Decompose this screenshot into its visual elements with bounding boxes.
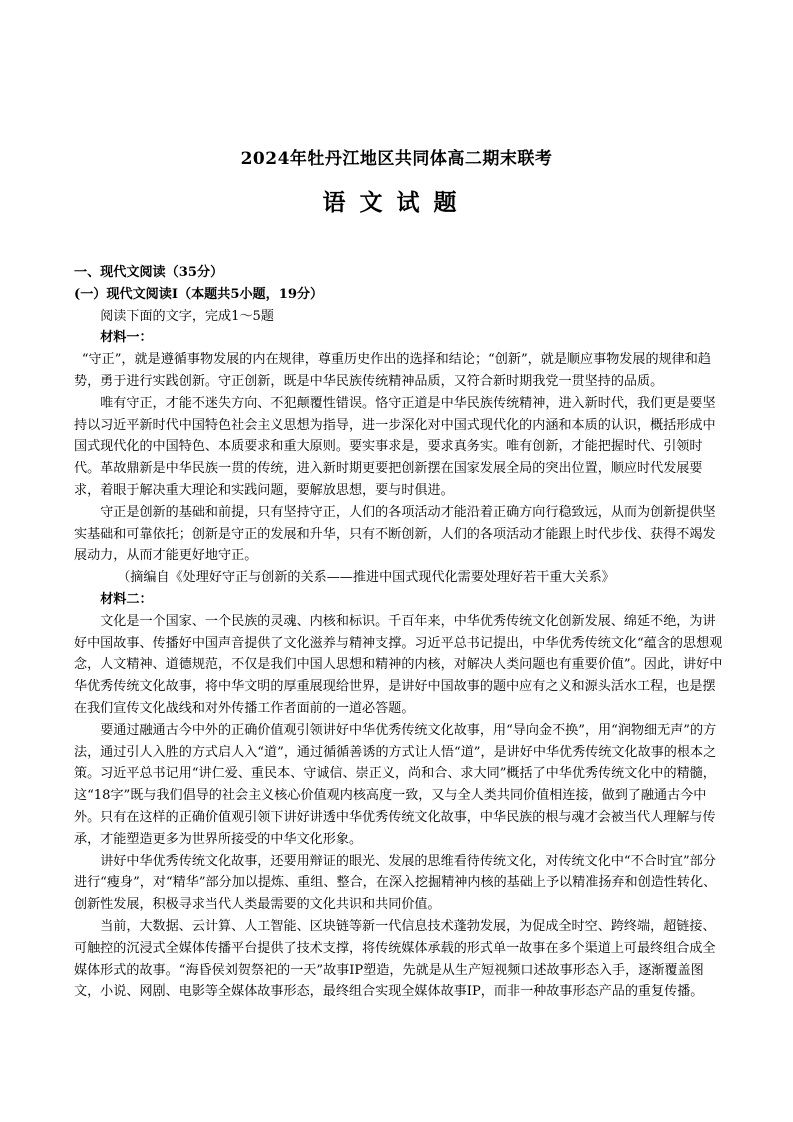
material1-source: （摘编自《处理好守正与创新的关系——推进中国式现代化需要处理好若干重大关系》 [117,570,615,586]
material1-paragraph: “守正”，就是遵循事物发展的内在规律，尊重历史作出的选择和结论；“创新”，就是顺应事物发展的规律和趋势，勇于进行实践创新。守正创新，既是中华民族传统精神品质，又符合新时期我党一贯坚持的品质。 [74,352,711,389]
material2-paragraph: 讲好中华优秀传统文化故事，还要用辩证的眼光、发展的思维看待传统文化，对传统文化中“不合时宜”部分进行“瘦身”，对“精华”部分加以提炼、重组、整合，在深入挖掘精神内核的基础上予以精准扬弃和创造性转化、创新性发展，积极寻求当代人类最需要的文化共识和共同价值。 [74,853,717,913]
section-subheading: (一）现代文阅读Ⅰ（本题共5小题，19分） [74,286,324,302]
material2-paragraph: 文化是一个国家、一个民族的灵魂、内核和标识。千百年来，中华优秀传统文化创新发展、绵延不绝，为讲好中国故事、传播好中国声音提供了文化滋养与精神支撑。习近平总书记提出，中华优秀传统文化“蕴含的思想观念，人文精神、道德规范，不仅是我们中国人思想和精神的内核，对解决人类问题也有重要价值”。因此，讲好中华优秀传统文化故事，将中华文明的厚重展现给世界，是讲好中国故事的题中应有之义和源头活水工程，也是摆在我们宣传文化战线和对外传播工作者面前的一道必答题。 [74,613,723,716]
material2-paragraph: 当前，大数据、云计算、人工智能、区块链等新一代信息技术蓬勃发展，为促成全时空、跨终端，超链接、可触控的沉浸式全媒体传播平台提供了技术支撑，将传统媒体承载的形式单一故事在多个渠道上可最终组合成全媒体形式的故事。“海昏侯刘贺祭祀的一天”故事IP塑造，先就是从生产短视频口述故事形态入手，逐渐覆盖图文，小说、网剧、电影等全媒体故事形态，最终组合实现全媒体故事IP，而非一种故事形态产品的重复传播。 [74,918,716,1000]
material1-label: 材料一： [100,330,153,346]
section-heading: 一、现代文阅读（35分） [74,265,224,280]
reading-instruction: 阅读下面的文字，完成1～5题 [100,308,274,324]
material2-paragraph: 要通过融通古今中外的正确价值观引领讲好中华优秀传统文化故事，用“导向金不换”，用“润物细无声”的方法，通过引人入胜的方式启人入“道”，通过循循善诱的方式让人悟“道”，是讲好中华优秀传统文化故事的根本之策。习近平总书记用“讲仁爱、重民本、守诚信、崇正义，尚和合、求大同”概括了中华优秀传统文化中的精髓，这“18字”既与我们倡导的社会主义核心价值观内核高度一致，又与全人类共同价值相连接，做到了融通古今中外。只有在这样的正确价值观引领下讲好讲透中华优秀传统文化故事，中华民族的根与魂才会被当代人理解与传承，才能塑造更多为世界所接受的中华文化形象。 [74,722,717,847]
subject-title: 语文试题 [322,189,471,216]
material1-paragraph: 守正是创新的基础和前提，只有坚持守正，人们的各项活动才能沿着正确方向行稳致远，从而为创新提供坚实基础和可靠依托；创新是守正的发展和升华，只有不断创新，人们的各项活动才能跟上时代步伐、获得不竭发展动力，从而才能更好地守正。 [74,504,716,564]
exam-title: 2024年牡丹江地区共同体高二期末联考 [240,149,553,169]
material1-paragraph: 唯有守正，才能不迷失方向、不犯颠覆性错误。恪守正道是中华民族传统精神，进入新时代，我们更是要坚持以习近平新时代中国特色社会主义思想为指导，进一步深化对中国式现代化的内涵和本质的认识，概括形成中国式现代化的中国特色、本质要求和重大原则。要实事求是，要求真务实。唯有创新，才能把握时代、引领时代。革故鼎新是中华民族一贯的传统，进入新时期更要把创新摆在国家发展全局的突出位置，顺应时代发展要求，着眼于解决重大理论和实践问题，要解放思想，要与时俱进。 [74,395,716,498]
material2-label: 材料二： [100,591,153,607]
exam-content [74,262,724,1003]
